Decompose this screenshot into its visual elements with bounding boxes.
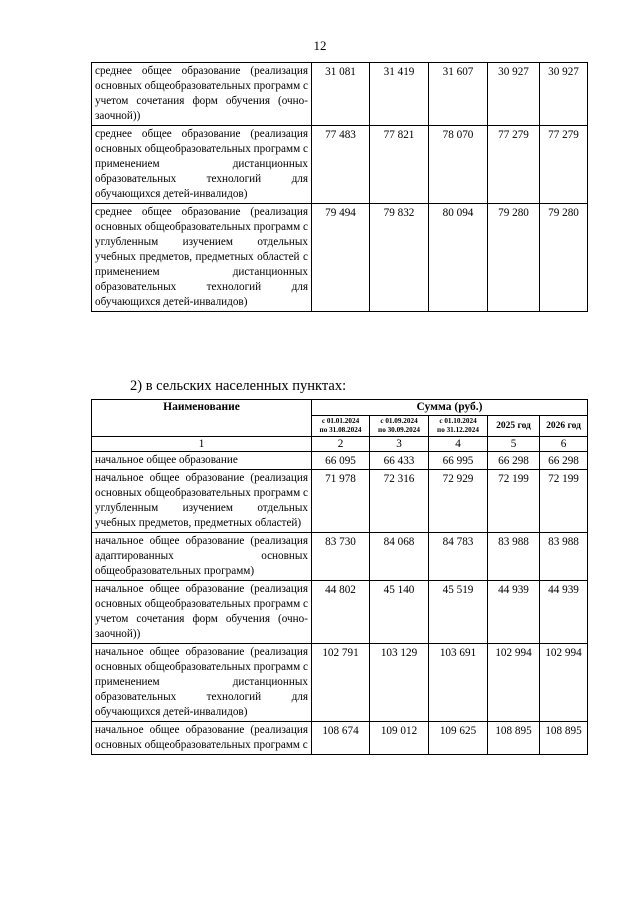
row-value: 72 929: [429, 470, 488, 533]
row-value: 103 691: [429, 644, 488, 722]
header-period: [370, 416, 429, 437]
row-value: 31 607: [429, 63, 488, 126]
row-value: 77 279: [488, 126, 540, 204]
row-name: начальное общее образование: [92, 452, 312, 470]
table-row: [92, 722, 588, 755]
row-value: 103 129: [370, 644, 429, 722]
row-value: 31 081: [312, 63, 370, 126]
header-year: 2026 год: [540, 416, 588, 437]
row-value: 66 095: [312, 452, 370, 470]
row-value: 44 939: [540, 581, 588, 644]
row-value: 30 927: [540, 63, 588, 126]
row-name: среднее общее образование (реализация основных общеобразовательных программ с применением дистанционных образовательных технологий для обучающихся детей-инвалидов): [92, 126, 312, 204]
row-value: 77 279: [540, 126, 588, 204]
row-value: 83 988: [540, 533, 588, 581]
period-start: с 01.10.2024: [439, 417, 477, 425]
row-value: 66 298: [488, 452, 540, 470]
period-start: с 01.01.2024: [321, 417, 360, 425]
row-value: 84 068: [370, 533, 429, 581]
row-value: 71 978: [312, 470, 370, 533]
row-value: 108 674: [312, 722, 370, 755]
row-value: 66 995: [429, 452, 488, 470]
section-caption: 2) в сельских населенных пунктах:: [130, 378, 347, 394]
row-value: 79 280: [488, 204, 540, 312]
row-value: 79 832: [370, 204, 429, 312]
table-row: [92, 63, 588, 126]
row-name: начальное общее образование (реализация основных общеобразовательных программ с углубленным изучением отдельных учебных предметов, предметных областей): [92, 470, 312, 533]
row-value: 77 821: [370, 126, 429, 204]
table-row: [92, 126, 588, 204]
row-name: начальное общее образование (реализация основных общеобразовательных программ с учетом сочетания форм обучения (очно-заочной)): [92, 581, 312, 644]
row-name: среднее общее образование (реализация основных общеобразовательных программ с учетом сочетания форм обучения (очно-заочной)): [92, 63, 312, 126]
table-row: [92, 581, 588, 644]
table-row: [92, 644, 588, 722]
row-value: 78 070: [429, 126, 488, 204]
row-value: 108 895: [540, 722, 588, 755]
table-rural: [91, 399, 588, 755]
row-value: 44 939: [488, 581, 540, 644]
header-name: Наименование: [92, 400, 312, 437]
table-row: [92, 470, 588, 533]
page-number: 12: [313, 38, 327, 53]
row-value: 79 280: [540, 204, 588, 312]
row-name: начальное общее образование (реализация адаптированных основных общеобразовательных программ): [92, 533, 312, 581]
row-value: 83 988: [488, 533, 540, 581]
row-value: 72 199: [540, 470, 588, 533]
table-row: [92, 533, 588, 581]
column-number: 3: [370, 437, 429, 452]
header-year: 2025 год: [488, 416, 540, 437]
table-urban-continued: [91, 62, 588, 312]
row-value: 108 895: [488, 722, 540, 755]
row-value: 30 927: [488, 63, 540, 126]
row-value: 109 012: [370, 722, 429, 755]
column-number: 5: [488, 437, 540, 452]
row-value: 66 433: [370, 452, 429, 470]
row-value: 72 199: [488, 470, 540, 533]
column-number: 6: [540, 437, 588, 452]
column-number: 1: [92, 437, 312, 452]
row-value: 79 494: [312, 204, 370, 312]
row-value: 77 483: [312, 126, 370, 204]
row-value: 66 298: [540, 452, 588, 470]
period-end: по 30.09.2024: [378, 426, 420, 434]
row-value: 80 094: [429, 204, 488, 312]
period-end: по 31.12.2024: [437, 426, 479, 434]
row-value: 45 140: [370, 581, 429, 644]
row-value: 72 316: [370, 470, 429, 533]
row-value: 109 625: [429, 722, 488, 755]
row-name: начальное общее образование (реализация основных общеобразовательных программ с применением дистанционных образовательных технологий для обучающихся детей-инвалидов): [92, 644, 312, 722]
table-row: [92, 452, 588, 470]
row-value: 83 730: [312, 533, 370, 581]
column-number: 4: [429, 437, 488, 452]
period-end: по 31.08.2024: [319, 426, 362, 434]
header-period: [312, 416, 370, 437]
header-sum: Сумма (руб.): [312, 400, 588, 416]
period-start: с 01.09.2024: [380, 417, 418, 425]
column-number: 2: [312, 437, 370, 452]
row-value: 44 802: [312, 581, 370, 644]
row-value: 102 994: [540, 644, 588, 722]
header-period: [429, 416, 488, 437]
row-value: 102 994: [488, 644, 540, 722]
row-name: начальное общее образование (реализация основных общеобразовательных программ с: [92, 722, 312, 755]
row-value: 45 519: [429, 581, 488, 644]
row-value: 31 419: [370, 63, 429, 126]
table-row: [92, 204, 588, 312]
row-value: 84 783: [429, 533, 488, 581]
row-name: среднее общее образование (реализация основных общеобразовательных программ с углубленным изучением отдельных учебных предметов, предметных областей с применением дистанционных образовательных технологий для обучающихся детей-инвалидов): [92, 204, 312, 312]
row-value: 102 791: [312, 644, 370, 722]
